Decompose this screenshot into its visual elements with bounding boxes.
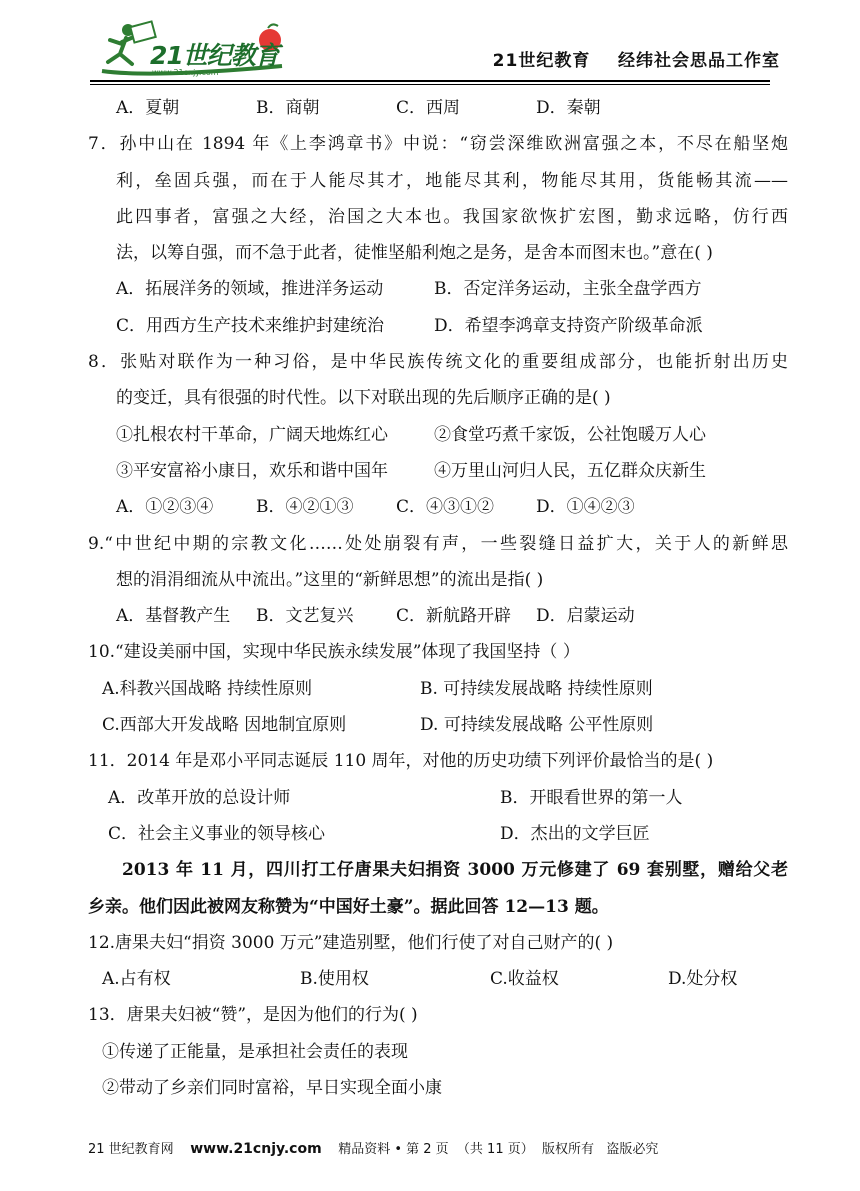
option-d: D．杰出的文学巨匠 [500, 823, 650, 844]
option-c: C．西周 [396, 98, 461, 118]
option-a: A．①②③④ [116, 497, 214, 518]
couplet-3: ③平安富裕小康日，欢乐和谐中国年 [116, 460, 388, 481]
option-c: C.西部大开发战略 因地制宜原则 [102, 715, 347, 736]
q9-options [88, 598, 788, 634]
q10-stem: 10.“建设美丽中国，实现中华民族永续发展”体现了我国坚持（ ） [88, 642, 580, 663]
option-b: B．开眼看世界的第一人 [500, 787, 683, 808]
q7-options-row [88, 271, 788, 307]
q9-stem-line: 9.“中世纪中期的宗教文化……处处崩裂有声，一些裂缝日益扩大，关于人的新鲜思 [88, 533, 788, 554]
option-d: D. 可持续发展战略 公平性原则 [420, 715, 654, 736]
option-a: A．改革开放的总设计师 [108, 787, 291, 808]
option-c: C．用西方生产技术来维护封建统治 [116, 315, 385, 336]
footer-left: 21 世纪教育网 [88, 1142, 174, 1157]
q8-stem-line: 8．张贴对联作为一种习俗，是中华民族传统文化的重要组成部分，也能折射出历史 [88, 352, 788, 373]
option-d: D．启蒙运动 [536, 606, 635, 627]
footer-site-link[interactable]: www.21cnjy.com [190, 1141, 322, 1157]
q7-stem-line: 利，垒固兵强，而在于人能尽其才，地能尽其利，物能尽其用，货能畅其流—— [116, 170, 788, 191]
q7-stem-line: 此四事者，富强之大经，治国之大本也。我国家欲恢扩宏图，勤求远略，仿行西 [116, 206, 788, 227]
option-c: C．新航路开辟 [396, 606, 512, 627]
logo-text: 21世纪教育 [150, 41, 279, 70]
option-b: B.使用权 [300, 969, 369, 990]
option-d: D．①④②③ [536, 497, 635, 518]
option-c: C．④③①② [396, 497, 495, 518]
option-c: C．社会主义事业的领导核心 [108, 823, 326, 844]
option-a: A.科教兴国战略 持续性原则 [102, 678, 313, 699]
option-b: B．商朝 [256, 98, 320, 118]
option-d: D．希望李鸿章支持资产阶级革命派 [434, 315, 703, 336]
option-b: B．④②①③ [256, 497, 354, 518]
question-content [88, 90, 788, 1106]
header-rule-thin [90, 84, 770, 85]
option-a: A．基督教产生 [116, 606, 231, 627]
q13-item-2: ②带动了乡亲们同时富裕，早日实现全面小康 [102, 1078, 442, 1099]
q12-stem: 12.唐果夫妇“捐资 3000 万元”建造别墅，他们行使了对自己财产的( ) [88, 932, 614, 953]
option-c: C.收益权 [490, 969, 559, 990]
option-a: A．夏朝 [116, 98, 180, 118]
q10-options-row [88, 671, 788, 707]
q8-couplets-row [88, 417, 788, 453]
option-b: B. 可持续发展战略 持续性原则 [420, 678, 653, 699]
page-header [0, 0, 860, 86]
couplet-2: ②食堂巧煮千家饭，公社饱暖万人心 [434, 424, 706, 445]
q13-stem: 13．唐果夫妇被“赞”，是因为他们的行为( ) [88, 1005, 418, 1026]
q7-stem-line: 7．孙中山在 1894 年《上李鸿章书》中说：“窃尝深维欧洲富强之本，不尽在船坚炮 [88, 134, 788, 155]
option-a: A．拓展洋务的领域，推进洋务运动 [116, 279, 384, 300]
q7-stem-line: 法，以筹自强，而不急于此者，徒惟坚船利炮之是务，是舍本而图末也。”意在( ) [116, 243, 713, 264]
q8-options [88, 489, 788, 525]
q8-stem-line: 的变迁，具有很强的时代性。以下对联出现的先后顺序正确的是( ) [116, 388, 611, 409]
footer-right: 精品资料 • 第 2 页 （共 11 页） 版权所有 盗版必究 [338, 1142, 659, 1157]
q11-options-row [88, 780, 788, 816]
q11-stem: 11．2014 年是邓小平同志诞辰 110 周年，对他的历史功绩下列评价最恰当的是( ) [88, 751, 714, 772]
material-line: 乡亲。他们因此被网友称赞为“中国好土豪”。据此回答 12—13 题。 [88, 896, 609, 917]
q6-options [88, 90, 788, 126]
logo-url: www.21cnjy.com [152, 68, 219, 77]
q12-options [88, 961, 788, 997]
material-line: 2013 年 11 月，四川打工仔唐果夫妇捐资 3000 万元修建了 69 套别墅，赠给父老 [122, 860, 788, 881]
q8-couplets-row [88, 453, 788, 489]
couplet-4: ④万里山河归人民，五亿群众庆新生 [434, 460, 706, 481]
option-d: D.处分权 [668, 969, 738, 990]
q7-options-row [88, 308, 788, 344]
page-footer [88, 1138, 658, 1157]
q13-item-1: ①传递了正能量，是承担社会责任的表现 [102, 1041, 408, 1062]
header-rule-thick [90, 80, 770, 82]
option-b: B．文艺复兴 [256, 606, 354, 627]
q11-options-row [88, 816, 788, 852]
couplet-1: ①扎根农村干革命，广阔天地炼红心 [116, 424, 388, 445]
q9-stem-line: 想的涓涓细流从中流出。”这里的“新鲜思想”的流出是指( ) [116, 569, 544, 590]
q10-options-row [88, 707, 788, 743]
option-b: B．否定洋务运动，主张全盘学西方 [434, 279, 702, 300]
option-a: A.占有权 [102, 969, 171, 990]
option-d: D．秦朝 [536, 98, 601, 118]
studio-title: 21世纪教育 经纬社会思品工作室 [492, 51, 780, 71]
